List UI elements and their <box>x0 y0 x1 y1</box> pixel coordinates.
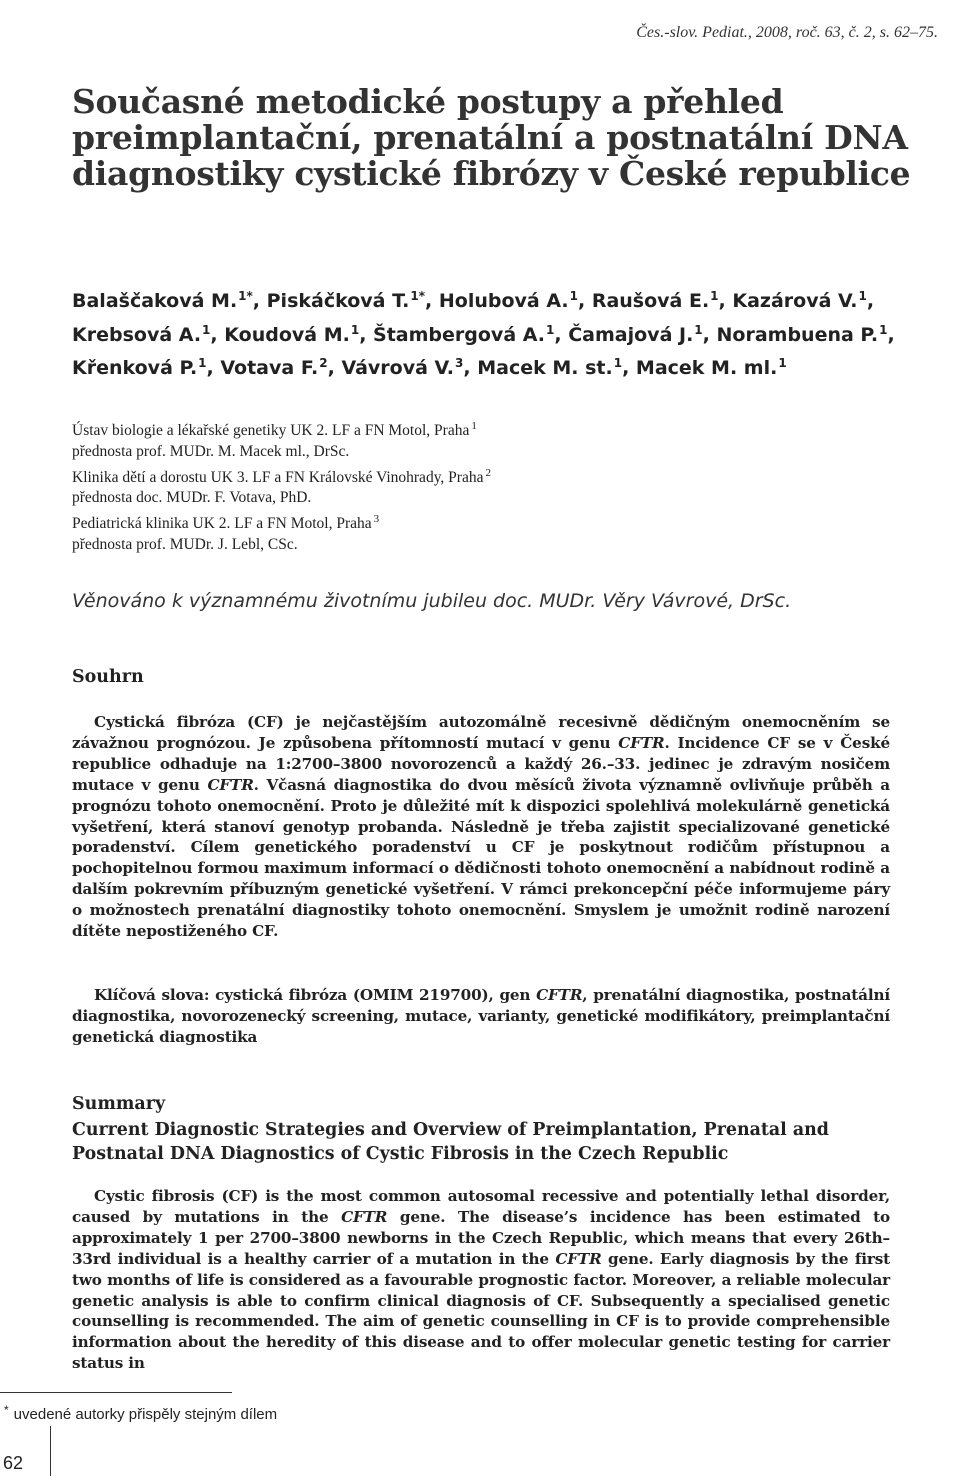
author-affiliation-mark: 1 <box>694 322 703 337</box>
summary-text-2: gene. The disease’s incidence has been estimated to approximately 1 per 2700–3800 newborns in the Czech Republic, which means that every 26th–33rd individual is a healthy carrier of a mutation in the <box>72 1207 890 1268</box>
author-name: Norambuena P. <box>716 323 879 346</box>
souhrn-gene-1: CFTR <box>618 733 665 752</box>
author-entry <box>341 357 463 379</box>
author-affiliation-mark: 1 <box>546 322 555 337</box>
affiliation-line <box>72 535 872 556</box>
affiliation-line <box>72 416 872 442</box>
souhrn-text-2: . Incidence CF se v České republice odhaduje na 1:2700–3800 novorozenců a každý 26.–33. jedinec je zdravým nosičem mutace v genu <box>72 733 890 794</box>
author-entry <box>72 357 207 379</box>
author-affiliation-mark: 1 <box>858 289 867 303</box>
author-name: Koudová M. <box>224 323 350 346</box>
author-name: Křenková P. <box>72 357 198 379</box>
author-name: Kazárová V. <box>732 290 858 312</box>
author-name: Macek M. st. <box>477 357 613 379</box>
keywords-text-1: Klíčová slova: cystická fibróza (OMIM 219700), gen <box>94 986 537 1004</box>
keywords-gene: CFTR <box>536 986 583 1004</box>
author-entry <box>732 290 867 312</box>
affiliation-text: Ústav biologie a lékařské genetiky UK 2. LF a FN Motol, Praha <box>72 422 470 439</box>
summary-heading: Summary <box>72 1094 166 1114</box>
affiliation-text: Pediatrická klinika UK 2. LF a FN Motol, Praha <box>72 515 372 533</box>
dedication: Věnováno k významnému životnímu jubileu doc. MUDr. Věry Vávrové, DrSc. <box>72 590 792 612</box>
author-entry <box>717 324 888 346</box>
affiliation-line <box>72 509 872 535</box>
author-name: Krebsová A. <box>72 323 202 346</box>
affiliation-line <box>72 442 872 463</box>
affiliation-number: 1 <box>471 420 477 432</box>
affiliation-text: přednosta prof. MUDr. M. Macek ml., DrSc. <box>72 442 350 460</box>
author-list: Balaščaková M.$^{1*}$, Piskáčková T.$^{1*}$, Holubová A.$^1$, Raušová E.$^1$, Kazárová V.$^1$, Krebsová A.$^1$, Koudová M.$^1$, Štambergová A.$^1$, Čamajová J.$^1$, Norambuena P.$^1$, Křenková P.$^1$, Votava F.$^2$, Vávrová V.$^3$, Macek M. st.$^1$, Macek M. ml.$^1$ <box>72 289 895 379</box>
souhrn-heading: Souhrn <box>72 667 144 687</box>
author-entry <box>636 357 787 379</box>
author-affiliation-mark: 1 <box>879 322 888 337</box>
author-entry <box>568 324 702 346</box>
keywords-text-2: , prenatální diagnostika, postnatální diagnostika, novorozenecký screening, mutace, varianty, genetické modifikátory, preimplantační genetická diagnostika <box>72 986 890 1046</box>
author-name: Vávrová V. <box>341 357 455 379</box>
affiliations <box>72 416 872 556</box>
summary-title: Current Diagnostic Strategies and Overview of Preimplantation, Prenatal and Postnatal DNA Diagnostics of Cystic Fibrosis in the Czech Republic <box>72 1120 829 1164</box>
author-affiliation-mark: 1* <box>410 289 426 303</box>
affiliation-number: 2 <box>485 466 491 479</box>
author-affiliation-mark: 1 <box>350 322 360 337</box>
author-entry <box>477 357 622 379</box>
page-number: 62 <box>3 1453 24 1473</box>
author-name: Raušová E. <box>591 290 710 312</box>
affiliation-text: přednosta prof. MUDr. J. Lebl, CSc. <box>72 535 298 553</box>
footnote-mark: * <box>4 1403 9 1417</box>
affiliation-line <box>72 463 872 489</box>
author-name: Štambergová A. <box>373 323 546 346</box>
author-name: Macek M. ml. <box>635 357 778 379</box>
author-affiliation-mark: 1 <box>202 322 211 337</box>
author-entry <box>373 324 554 346</box>
footnote <box>4 1403 277 1423</box>
page-number-divider <box>50 1426 51 1476</box>
author-affiliation-mark: 1* <box>238 289 253 303</box>
summary-text-3: gene. Early diagnosis by the first two months of life is considered as a favourable prognostic factor. Moreover, a reliable molecular genetic analysis is able to confirm clinical diagnosis of CF. Subsequently a specialised genetic counselling is recommended. The aim of genetic counselling in CF is to provide comprehensible information about the heredity of this disease and to offer molecular genetic testing for carrier status in <box>72 1249 890 1373</box>
summary-gene-1: CFTR <box>341 1207 388 1226</box>
author-name: Votava F. <box>220 357 319 379</box>
author-name: Holubová A. <box>438 290 569 312</box>
author-entry <box>220 357 327 379</box>
affiliation-line <box>72 488 872 509</box>
souhrn-text-1: Cystická fibróza (CF) je nejčastějším autozomálně recesivně dědičným onemocněním se závažnou prognózou. Je způsobena přítomností mutací v genu <box>72 713 890 752</box>
summary-abstract <box>72 1186 890 1374</box>
souhrn-abstract <box>72 712 890 942</box>
author-entry <box>224 324 359 346</box>
summary-gene-2: CFTR <box>555 1249 602 1268</box>
affiliation-number: 3 <box>373 513 380 526</box>
affiliation-text: přednosta doc. MUDr. F. Votava, PhD. <box>72 489 312 507</box>
author-affiliation-mark: 1 <box>778 356 787 370</box>
souhrn-text-3: . Včasná diagnostika do dvou měsíců života významně ovlivňuje průběh a prognózu tohoto onemocnění. Proto je důležité mít k dispozici spolehlivá molekulárně genetická vyšetření, která stanoví genotyp probanda. Následně je třeba zajistit specializované genetické poradenství. Cílem genetického poradenství u CF je poskytnout rodičům přístupnou a pochopitelnou formou maximum informací o dědičnosti tohoto onemocnění a nabídnout rodině a dalším pokrevním příbuzným genetické vyšetření. V rámci prekoncepční péče informujeme páry o možnostech prenatální diagnostiky tohoto onemocnění. Smyslem je umožnit rodině narození dítěte nepostiženého CF. <box>72 775 891 941</box>
author-name: Piskáčková T. <box>266 290 410 312</box>
footnote-divider <box>0 1392 232 1393</box>
author-affiliation-mark: 3 <box>455 356 464 370</box>
journal-citation: Čes.-slov. Pediat., 2008, roč. 63, č. 2, s. 62–75. <box>636 24 938 41</box>
summary-text-1: Cystic fibrosis (CF) is the most common autosomal recessive and potentially lethal disorder, caused by mutations in the <box>72 1187 890 1226</box>
author-entry <box>72 324 210 346</box>
author-entry <box>72 290 253 312</box>
footnote-text: uvedené autorky přispěly stejným dílem <box>13 1406 278 1423</box>
author-name: Balaščaková M. <box>72 290 238 312</box>
author-entry <box>592 290 719 312</box>
author-entry <box>439 290 578 312</box>
affiliation-text: Klinika dětí a dorostu UK 3. LF a FN Královské Vinohrady, Praha <box>72 468 484 486</box>
author-affiliation-mark: 1 <box>710 289 719 303</box>
author-affiliation-mark: 1 <box>198 356 207 370</box>
author-name: Čamajová J. <box>568 323 694 346</box>
keywords <box>72 985 890 1048</box>
author-affiliation-mark: 2 <box>319 356 328 370</box>
souhrn-gene-2: CFTR <box>207 775 254 794</box>
article-title: Současné metodické postupy a přehled preimplantační, prenatální a postnatální DNA diagnostiky cystické fibrózy v České republice <box>72 82 911 193</box>
author-affiliation-mark: 1 <box>613 356 623 370</box>
author-affiliation-mark: 1 <box>569 289 578 303</box>
author-entry <box>267 290 425 312</box>
